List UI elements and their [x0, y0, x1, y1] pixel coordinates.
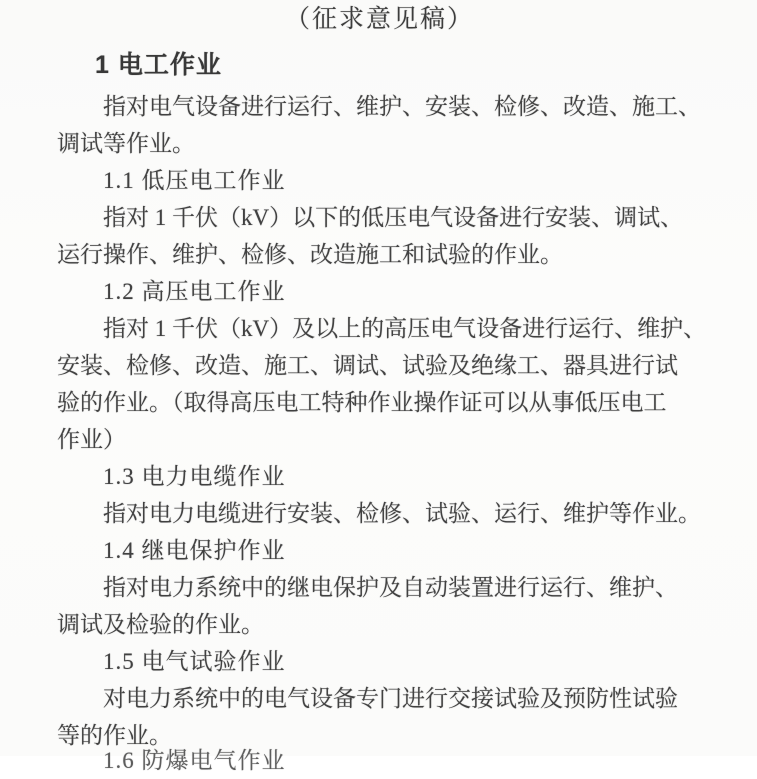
document-title: （征求意见稿）: [284, 6, 474, 33]
section-heading-1-3: 1.3 电力电缆作业: [103, 464, 286, 489]
document-line: 作业）: [57, 427, 126, 452]
section-heading-1-5: 1.5 电气试验作业: [103, 649, 286, 674]
document-line: 运行操作、维护、检修、改造施工和试验的作业。: [57, 242, 563, 267]
document-line: 指对 1 千伏（kV）以下的低压电气设备进行安装、调试、: [103, 205, 684, 230]
document-line: 验的作业。（取得高压电工特种作业操作证可以从事低压电工: [57, 390, 667, 415]
section-heading-1: 1 电工作业: [95, 51, 222, 79]
document-line: 指对电力电缆进行安装、检修、试验、运行、维护等作业。: [103, 501, 701, 526]
document-line: 指对电力系统中的继电保护及自动装置进行运行、维护、: [103, 575, 678, 600]
section-heading-1-6-cutoff: 1.6 防爆电气作业: [103, 748, 286, 773]
section-heading-1-4: 1.4 继电保护作业: [103, 538, 286, 563]
document-line: 调试等作业。: [57, 131, 195, 156]
document-line: 指对 1 千伏（kV）及以上的高压电气设备进行运行、维护、: [103, 316, 707, 341]
document-line: 等的作业。: [57, 723, 172, 748]
section-heading-1-1: 1.1 低压电工作业: [103, 168, 286, 193]
section-heading-1-2: 1.2 高压电工作业: [103, 279, 286, 304]
document-line: 对电力系统中的电气设备专门进行交接试验及预防性试验: [103, 686, 678, 711]
document-line: 指对电气设备进行运行、维护、安装、检修、改造、施工、: [103, 94, 701, 119]
document-line: 调试及检验的作业。: [57, 612, 264, 637]
document-line: 安装、检修、改造、施工、调试、试验及绝缘工、器具进行试: [57, 353, 678, 378]
